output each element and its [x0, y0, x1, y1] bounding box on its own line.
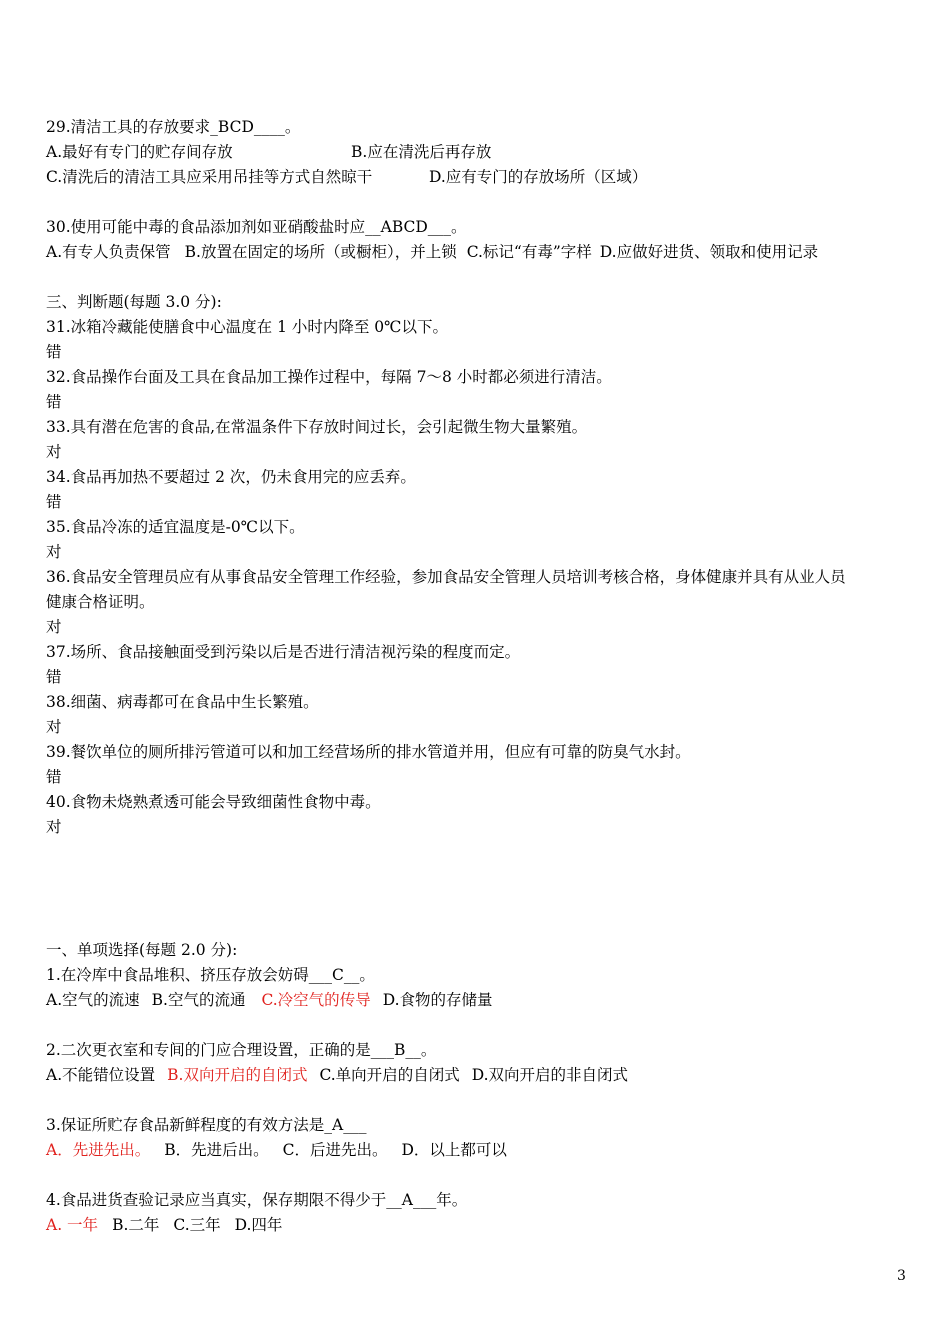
q29-option-a: A.最好有专门的贮存间存放: [46, 143, 233, 161]
q4-option-b: B.二年: [112, 1216, 160, 1234]
judgment-question: 35.食品冷冻的适宜温度是-0℃以下。: [46, 518, 305, 536]
judgment-question: 31.冰箱冷藏能使膳食中心温度在 1 小时内降至 0℃以下。: [46, 318, 448, 336]
q2-option-a: A.不能错位设置: [46, 1066, 156, 1084]
q2-option-c: C.单向开启的自闭式: [319, 1066, 460, 1084]
q1-option-d: D.食物的存储量: [382, 991, 493, 1009]
judgment-answer: 对: [46, 543, 62, 561]
q1-option-a: A.空气的流速: [46, 991, 140, 1009]
q29-option-c: C.清洗后的清洁工具应采用吊挂等方式自然晾干: [46, 168, 373, 186]
question-29-options-row2: [46, 167, 647, 187]
judgment-answer: 对: [46, 718, 62, 736]
question-3: 3.保证所贮存食品新鲜程度的有效方法是_A___: [46, 1116, 367, 1134]
judgment-answer: 错: [46, 343, 62, 361]
judgment-answer: 对: [46, 443, 62, 461]
q1-option-b: B.空气的流通: [151, 991, 246, 1009]
question-4: 4.食品进货查验记录应当真实，保存期限不得少于__A___年。: [46, 1191, 468, 1209]
section-title-judgment: 三、判断题(每题 3.0 分):: [46, 293, 222, 311]
q29-option-b: B.应在清洗后再存放: [351, 143, 492, 161]
question-30-options: [46, 242, 818, 262]
q4-option-d: D.四年: [234, 1216, 283, 1234]
q30-option-a: A.有专人负责保管: [46, 243, 171, 261]
q3-option-b: B．先进后出。: [164, 1141, 269, 1159]
q3-option-d: D．以上都可以: [401, 1141, 507, 1159]
q2-option-d: D.双向开启的非自闭式: [471, 1066, 629, 1084]
section-title-single-choice: 一、单项选择(每题 2.0 分):: [46, 941, 238, 959]
question-1: 1.在冷库中食品堆积、挤压存放会妨碍___C__。: [46, 966, 375, 984]
question-2: 2.二次更衣室和专间的门应合理设置，正确的是___B__。: [46, 1041, 437, 1059]
judgment-question: 36.食品安全管理员应有从事食品安全管理工作经验，参加食品安全管理人员培训考核合格，身体健康并具有从业人员: [46, 568, 846, 586]
judgment-answer: 错: [46, 493, 62, 511]
q4-option-c: C.三年: [173, 1216, 221, 1234]
judgment-question: 39.餐饮单位的厕所排污管道可以和加工经营场所的排水管道并用，但应有可靠的防臭气水封。: [46, 743, 691, 761]
judgment-question: 37.场所、食品接触面受到污染以后是否进行清洁视污染的程度而定。: [46, 643, 521, 661]
question-30: 30.使用可能中毒的食品添加剂如亚硝酸盐时应__ABCD___。: [46, 218, 467, 236]
q1-option-c-correct: C.冷空气的传导: [261, 991, 371, 1009]
judgment-answer: 错: [46, 393, 62, 411]
question-2-options: [46, 1065, 628, 1085]
judgment-question: 33.具有潜在危害的食品,在常温条件下存放时间过长，会引起微生物大量繁殖。: [46, 418, 588, 436]
q30-option-b: B.放置在固定的场所（或橱柜），并上锁: [184, 243, 457, 261]
question-29: 29.清洁工具的存放要求_BCD____。: [46, 118, 301, 136]
judgment-answer: 错: [46, 668, 62, 686]
judgment-answer: 对: [46, 618, 62, 636]
judgment-question: 34.食品再加热不要超过 2 次，仍未食用完的应丢弃。: [46, 468, 416, 486]
judgment-question: 38.细菌、病毒都可在食品中生长繁殖。: [46, 693, 319, 711]
q3-option-a-correct: A．先进先出。: [46, 1141, 151, 1159]
q3-option-c: C．后进先出。: [282, 1141, 388, 1159]
q30-option-c: C.标记“有毒”字样: [466, 243, 592, 261]
judgment-answer: 对: [46, 818, 62, 836]
q4-option-a-correct: A. 一年: [46, 1216, 99, 1234]
judgment-question-continued: 健康合格证明。: [46, 593, 155, 611]
judgment-question: 40.食物未烧熟煮透可能会导致细菌性食物中毒。: [46, 793, 381, 811]
question-3-options: [46, 1140, 507, 1160]
q30-option-d: D.应做好进货、领取和使用记录: [599, 243, 819, 261]
q2-option-b-correct: B.双向开启的自闭式: [167, 1066, 308, 1084]
q29-option-d: D.应有专门的存放场所（区域）: [429, 168, 648, 186]
question-4-options: [46, 1215, 282, 1235]
question-29-options-row1: [46, 142, 491, 162]
page-number: 3: [897, 1268, 906, 1284]
judgment-answer: 错: [46, 768, 62, 786]
question-1-options: [46, 990, 493, 1010]
judgment-question: 32.食品操作台面及工具在食品加工操作过程中，每隔 7～8 小时都必须进行清洁。: [46, 368, 612, 386]
